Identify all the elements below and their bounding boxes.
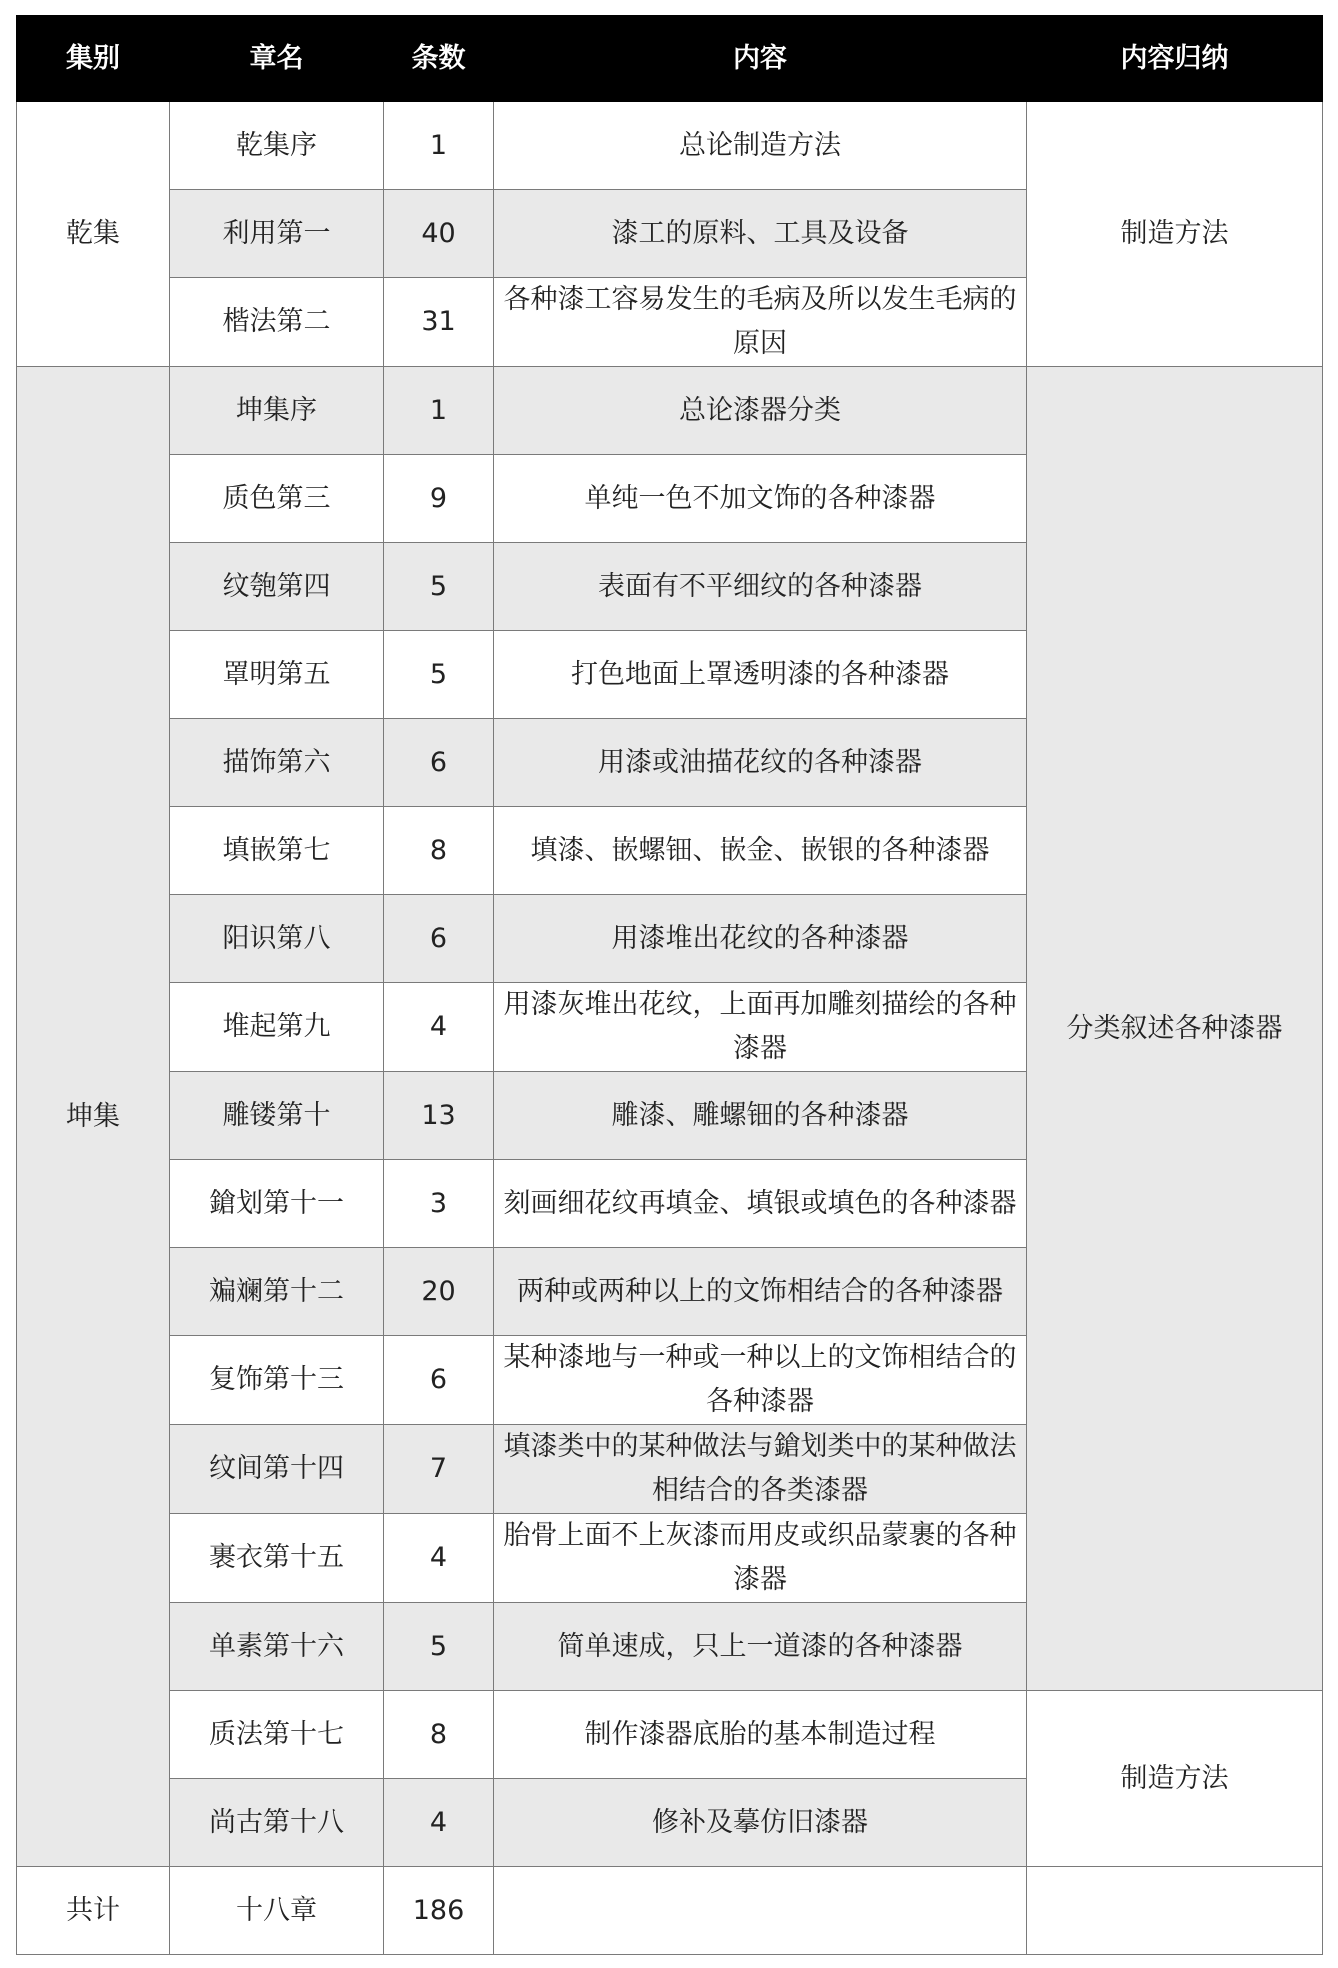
count-cell: 4 — [384, 1779, 494, 1867]
content-cell: 打色地面上罩透明漆的各种漆器 — [494, 631, 1027, 719]
chapter-cell: 罩明第五 — [170, 631, 384, 719]
count-cell: 4 — [384, 1514, 494, 1603]
content-cell: 刻画细花纹再填金、填银或填色的各种漆器 — [494, 1160, 1027, 1248]
count-cell: 5 — [384, 543, 494, 631]
count-cell: 1 — [384, 102, 494, 190]
chapter-cell: 乾集序 — [170, 102, 384, 190]
content-cell: 用漆灰堆出花纹，上面再加雕刻描绘的各种漆器 — [494, 983, 1027, 1072]
content-cell: 简单速成，只上一道漆的各种漆器 — [494, 1603, 1027, 1691]
count-cell: 3 — [384, 1160, 494, 1248]
count-cell: 5 — [384, 631, 494, 719]
chapter-cell: 斒斓第十二 — [170, 1248, 384, 1336]
count-cell: 1 — [384, 367, 494, 455]
header-row — [17, 16, 1323, 102]
chapter-cell: 纹匏第四 — [170, 543, 384, 631]
content-cell: 表面有不平细纹的各种漆器 — [494, 543, 1027, 631]
table-row — [17, 367, 1323, 455]
table-row — [17, 102, 1323, 190]
content-cell: 漆工的原料、工具及设备 — [494, 190, 1027, 278]
summary-cell-qian: 制造方法 — [1027, 102, 1323, 367]
count-cell: 13 — [384, 1072, 494, 1160]
content-cell: 填漆、嵌螺钿、嵌金、嵌银的各种漆器 — [494, 807, 1027, 895]
total-content-cell — [494, 1867, 1027, 1955]
content-cell: 修补及摹仿旧漆器 — [494, 1779, 1027, 1867]
header-count: 条数 — [384, 16, 494, 102]
chapter-cell: 雕镂第十 — [170, 1072, 384, 1160]
count-cell: 8 — [384, 807, 494, 895]
chapter-cell: 复饰第十三 — [170, 1336, 384, 1425]
header-chapter: 章名 — [170, 16, 384, 102]
group-cell-qian: 乾集 — [17, 102, 170, 367]
count-cell: 8 — [384, 1691, 494, 1779]
summary-cell-kun: 分类叙述各种漆器 — [1027, 367, 1323, 1691]
table-row — [17, 1691, 1323, 1779]
header-summary: 内容归纳 — [1027, 16, 1323, 102]
count-cell: 6 — [384, 719, 494, 807]
chapter-cell: 质法第十七 — [170, 1691, 384, 1779]
group-cell-kun: 坤集 — [17, 367, 170, 1867]
total-count-cell: 186 — [384, 1867, 494, 1955]
count-cell: 5 — [384, 1603, 494, 1691]
header-content: 内容 — [494, 16, 1027, 102]
content-cell: 制作漆器底胎的基本制造过程 — [494, 1691, 1027, 1779]
count-cell: 40 — [384, 190, 494, 278]
content-cell: 总论制造方法 — [494, 102, 1027, 190]
chapter-cell: 尚古第十八 — [170, 1779, 384, 1867]
chapters-table — [16, 15, 1323, 1955]
chapter-cell: 坤集序 — [170, 367, 384, 455]
count-cell: 7 — [384, 1425, 494, 1514]
chapter-cell: 楷法第二 — [170, 278, 384, 367]
count-cell: 20 — [384, 1248, 494, 1336]
chapter-cell: 单素第十六 — [170, 1603, 384, 1691]
total-chapter-cell: 十八章 — [170, 1867, 384, 1955]
chapter-cell: 阳识第八 — [170, 895, 384, 983]
total-row — [17, 1867, 1323, 1955]
content-cell: 某种漆地与一种或一种以上的文饰相结合的各种漆器 — [494, 1336, 1027, 1425]
content-cell: 单纯一色不加文饰的各种漆器 — [494, 455, 1027, 543]
table-container — [16, 15, 1323, 1955]
content-cell: 雕漆、雕螺钿的各种漆器 — [494, 1072, 1027, 1160]
chapter-cell: 填嵌第七 — [170, 807, 384, 895]
count-cell: 6 — [384, 1336, 494, 1425]
content-cell: 用漆堆出花纹的各种漆器 — [494, 895, 1027, 983]
content-cell: 总论漆器分类 — [494, 367, 1027, 455]
count-cell: 4 — [384, 983, 494, 1072]
count-cell: 31 — [384, 278, 494, 367]
chapter-cell: 鎗划第十一 — [170, 1160, 384, 1248]
total-summary-cell — [1027, 1867, 1323, 1955]
chapter-cell: 堆起第九 — [170, 983, 384, 1072]
count-cell: 6 — [384, 895, 494, 983]
chapter-cell: 裹衣第十五 — [170, 1514, 384, 1603]
content-cell: 用漆或油描花纹的各种漆器 — [494, 719, 1027, 807]
content-cell: 各种漆工容易发生的毛病及所以发生毛病的原因 — [494, 278, 1027, 367]
header-group: 集别 — [17, 16, 170, 102]
chapter-cell: 描饰第六 — [170, 719, 384, 807]
total-label-cell: 共计 — [17, 1867, 170, 1955]
chapter-cell: 利用第一 — [170, 190, 384, 278]
count-cell: 9 — [384, 455, 494, 543]
chapter-cell: 质色第三 — [170, 455, 384, 543]
summary-cell-kun-tail: 制造方法 — [1027, 1691, 1323, 1867]
content-cell: 胎骨上面不上灰漆而用皮或织品蒙裹的各种漆器 — [494, 1514, 1027, 1603]
chapter-cell: 纹间第十四 — [170, 1425, 384, 1514]
content-cell: 两种或两种以上的文饰相结合的各种漆器 — [494, 1248, 1027, 1336]
content-cell: 填漆类中的某种做法与鎗划类中的某种做法相结合的各类漆器 — [494, 1425, 1027, 1514]
